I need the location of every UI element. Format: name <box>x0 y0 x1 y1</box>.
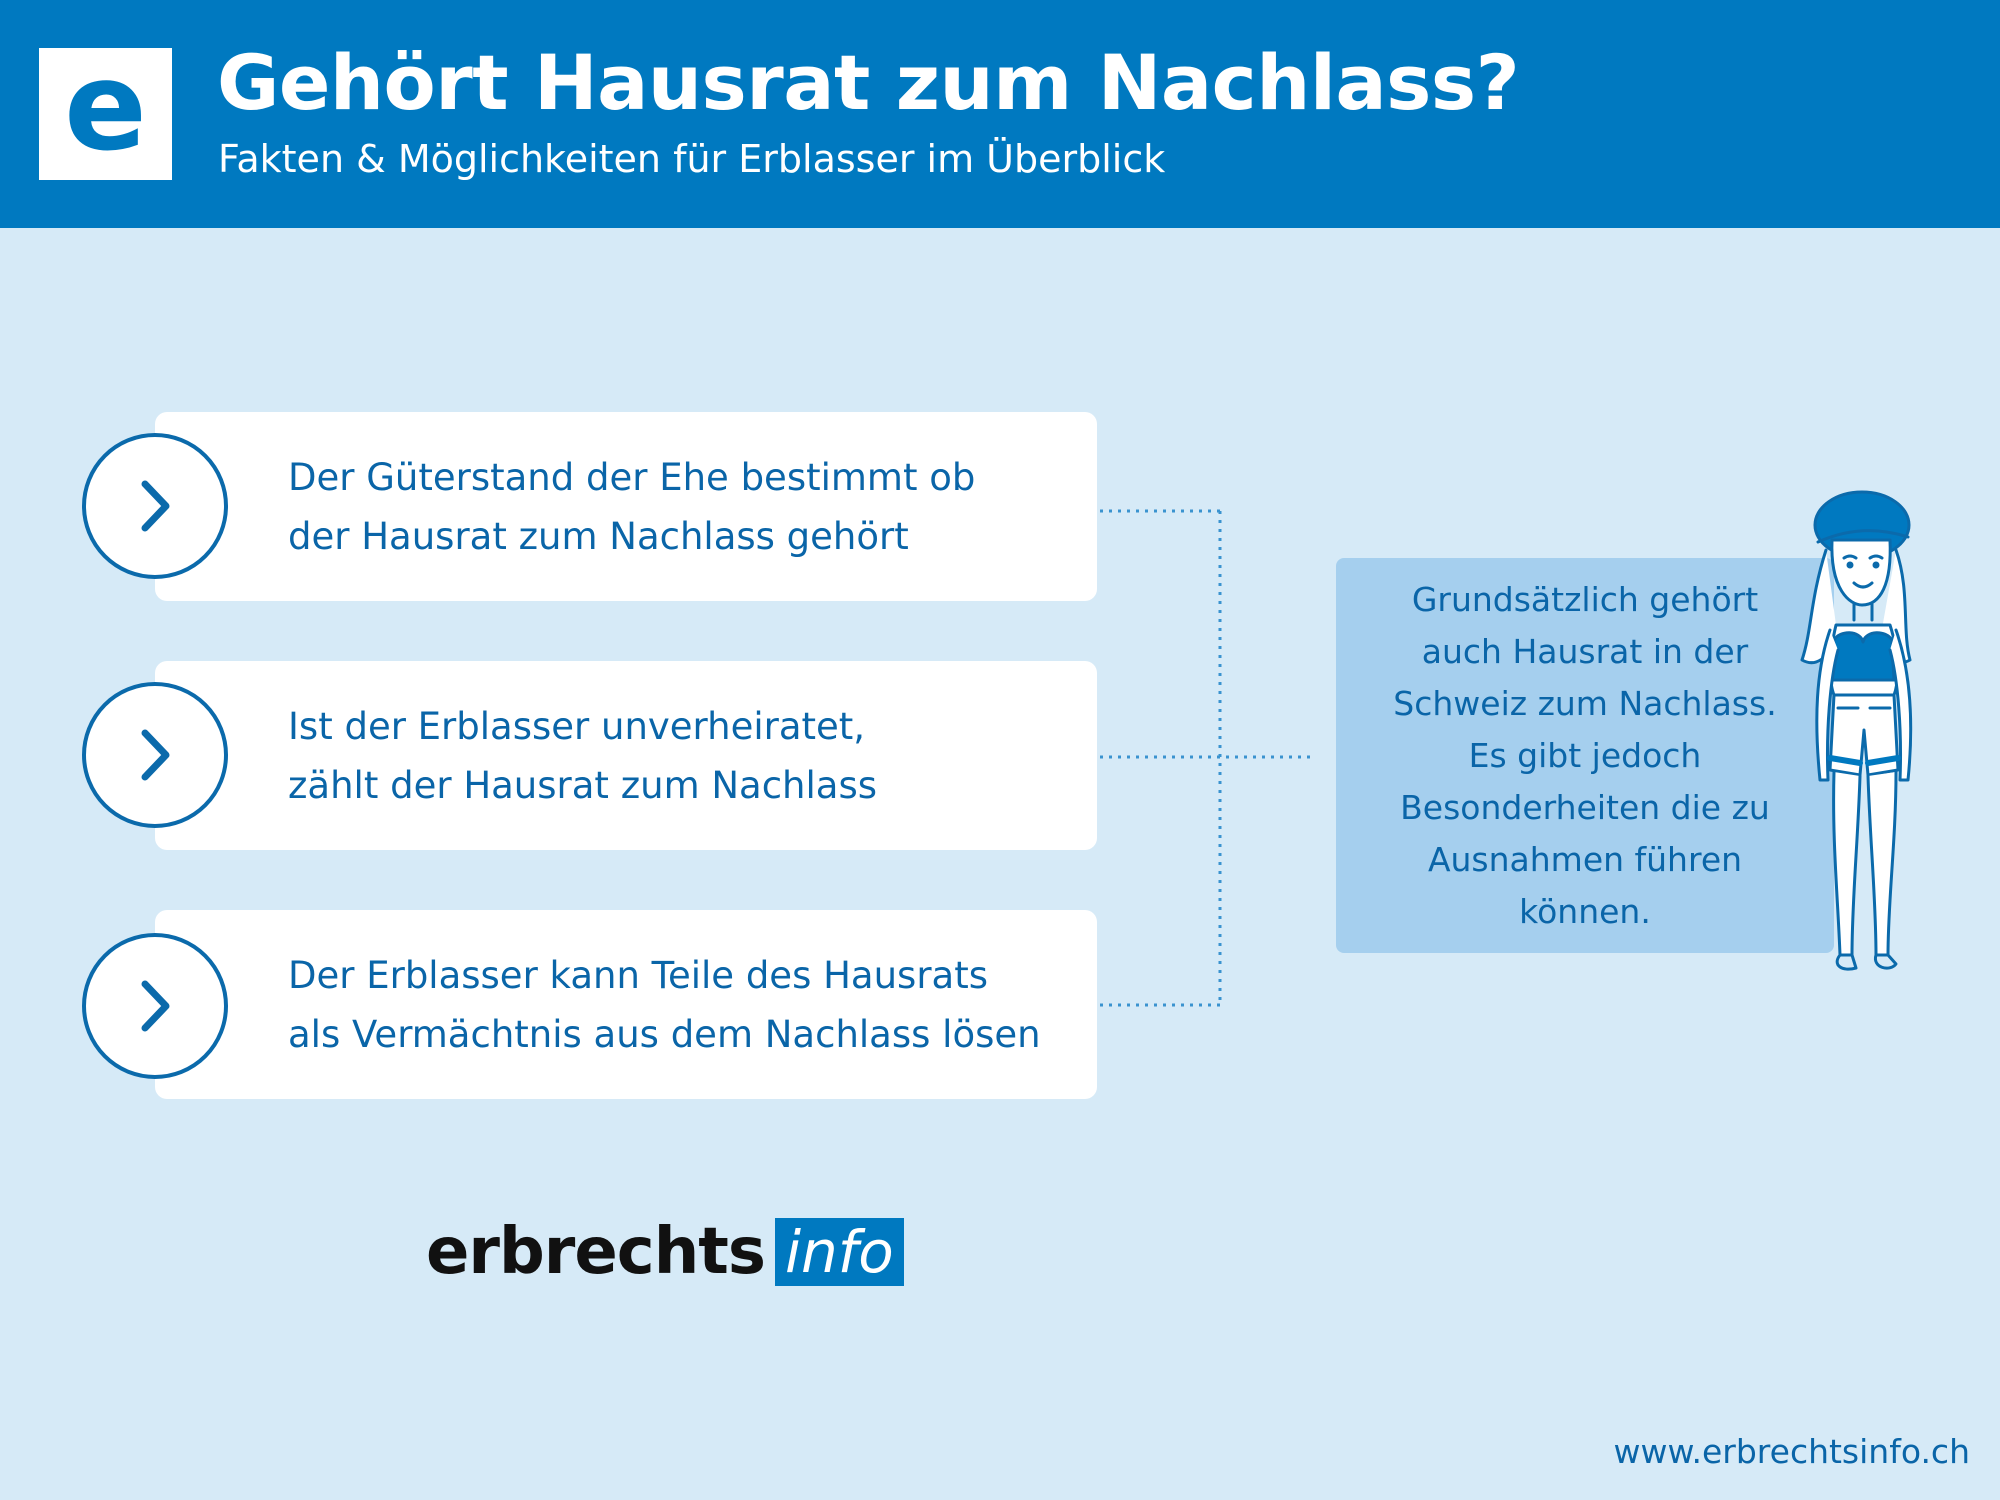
brand-word: erbrechts <box>426 1215 765 1289</box>
fact-text: Der Erblasser kann Teile des Hausrats als Vermächtnis aus dem Nachlass lösen <box>288 953 1041 1056</box>
fact-card <box>155 412 1097 601</box>
woman-illustration <box>1780 480 1930 980</box>
fact-card <box>155 910 1097 1099</box>
brand-box <box>775 1218 904 1286</box>
chevron-right-icon <box>82 433 228 579</box>
chevron-right-icon <box>82 933 228 1079</box>
logo-letter: e <box>64 36 147 178</box>
chevron-right-icon <box>82 682 228 828</box>
fact-text: Der Güterstand der Ehe bestimmt ob der Hausrat zum Nachlass gehört <box>288 455 976 558</box>
brand-logo <box>426 1215 904 1289</box>
fact-text: Ist der Erblasser unverheiratet, zählt der Hausrat zum Nachlass <box>288 704 878 807</box>
footer-url[interactable]: www.erbrechtsinfo.ch <box>1613 1432 1970 1471</box>
brand-boxed-word: info <box>784 1218 894 1286</box>
speech-bubble: Grundsätzlich gehört auch Hausrat in der Schweiz zum Nachlass. Es gibt jedoch Besonderheiten die zu Ausnahmen führen können. <box>1336 558 1834 953</box>
page-subtitle: Fakten & Möglichkeiten für Erblasser im Überblick <box>218 137 1166 181</box>
page-title: Gehört Hausrat zum Nachlass? <box>217 38 1520 127</box>
fact-card <box>155 661 1097 850</box>
